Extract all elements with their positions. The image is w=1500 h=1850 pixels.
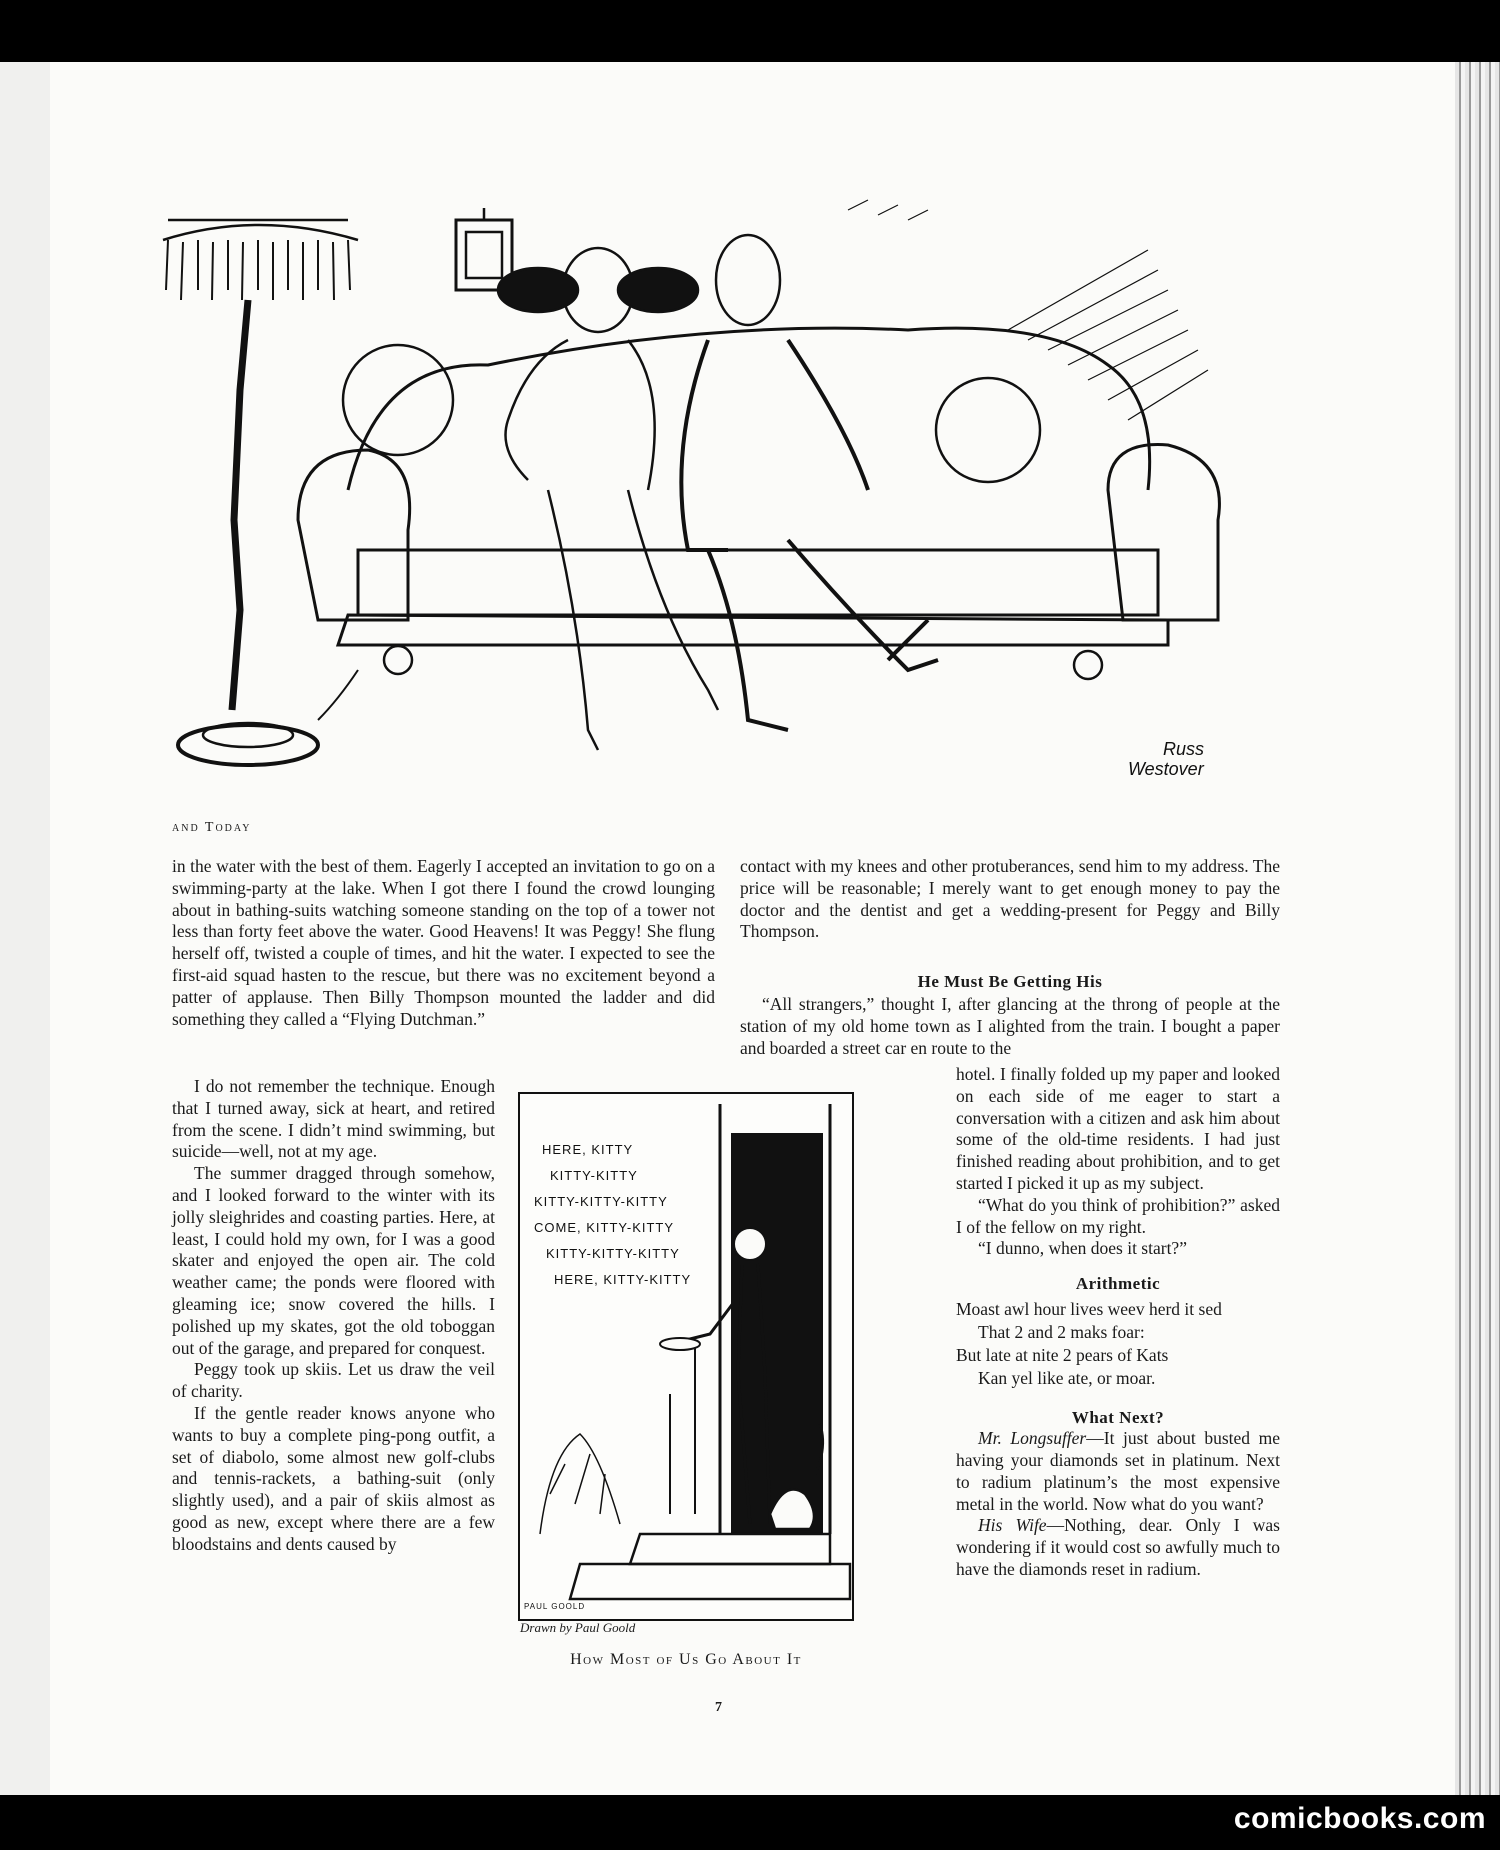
speech-line: HERE, KITTY-KITTY [554, 1272, 692, 1287]
col1-paragraph: Peggy took up skiis. Let us draw the veil of charity. [172, 1359, 495, 1402]
section-title: What Next? [1071, 1408, 1165, 1428]
speaker-name: His Wife [978, 1515, 1047, 1536]
section-paragraph: “I dunno, when does it start?” [978, 1238, 1187, 1259]
dialogue-text: —Nothing, dear. Only I was wondering if it would cost so awfully much to have the diamonds reset in radium. [956, 1515, 1280, 1579]
dialogue-text: —It just about busted me having your diamonds set in platinum. Next to radium platinum’s the most expensive metal in the world. Now what do you want? [956, 1428, 1280, 1514]
poem-line: Kan yel like ate, or moar. [978, 1368, 1156, 1389]
inset-drawing [520, 1094, 852, 1619]
col1-narrow [172, 1076, 495, 1556]
inset-cartoon [518, 1092, 854, 1621]
speech-line: KITTY-KITTY [550, 1168, 638, 1183]
section-title: Arithmetic [1075, 1274, 1161, 1294]
col1-paragraph: in the water with the best of them. Eagerly I accepted an invitation to go on a swimming-party at the lake. When I got there I found the crowd lounging about in bathing-suits watching someone standing on the top of a tower not less than forty feet above the water. Good Heavens! It was Peggy! She flung herself off, twisted a couple of times, and hit the water. I expected to see the first-aid squad hasten to the rescue, but there was no excitement beyond a patter of applause. Then Billy Thompson mounted the ladder and did something they called a “Flying Dutchman.” [172, 856, 715, 1029]
signature-russ: Russ [1163, 739, 1205, 759]
section-title: He Must Be Getting His [917, 972, 1103, 991]
section-paragraph: hotel. I finally folded up my paper and looked on each side of me eager to start a conversation with a citizen and ask him about some of the old-time residents. I had just finished reading about prohibition, and to get started I picked it up as my subject. [956, 1064, 1280, 1193]
speech-line: KITTY-KITTY-KITTY [534, 1194, 668, 1209]
col2-top [740, 856, 1280, 943]
artist-mark: PAUL GOOLD [524, 1602, 586, 1611]
left-page-edge [0, 62, 53, 1795]
col1-paragraph: If the gentle reader knows anyone who wants to buy a complete ping-pong outfit, a set of diabolo, some almost new golf-clubs and tennis-rackets, a bathing-suit (only slightly used), and a pair of skiis almost as good as new, except where there are a few bloodstains and dents caused by [172, 1402, 495, 1554]
poem [956, 1298, 1280, 1390]
drawing-credit: Drawn by Paul Goold [520, 1620, 636, 1635]
speech-line: COME, KITTY-KITTY [534, 1220, 675, 1235]
col1-top [172, 856, 715, 1030]
section-paragraph: “What do you think of prohibition?” asked I of the fellow on my right. [956, 1194, 1280, 1237]
page-stack-edge [1455, 62, 1500, 1795]
section-paragraph [956, 1428, 1280, 1515]
inset-caption: How Most of Us Go About It [570, 1651, 802, 1668]
poem-line: Moast awl hour lives weev herd it sed [956, 1299, 1222, 1320]
col2-paragraph: contact with my knees and other protuberances, send him to my address. The price will be reasonable; I merely want to get enough money to pay the doctor and the dentist and get a wedding-present for Peggy and Billy Thompson. [740, 856, 1280, 942]
main-cartoon [148, 190, 1283, 780]
col1-paragraph: I do not remember the technique. Enough that I turned away, sick at heart, and retired from the scene. I didn’t mind swimming, but suicide—well, not at my age. [172, 1076, 495, 1162]
poem-line: But late at nite 2 pears of Kats [956, 1345, 1169, 1366]
section-paragraph [956, 1515, 1280, 1580]
signature-westover: Westover [1128, 759, 1204, 779]
section-getting-his-cont [956, 1064, 1280, 1581]
speaker-name: Mr. Longsuffer [978, 1428, 1087, 1449]
poem-line: That 2 and 2 maks foar: [978, 1322, 1145, 1343]
page-number: 7 [715, 1700, 722, 1715]
section-paragraph: “All strangers,” thought I, after glancing at the throng of people at the station of my old home town as I alighted from the train. I bought a paper and boarded a street car en route to the [740, 994, 1280, 1058]
watermark: comicbooks.com [1233, 1802, 1486, 1835]
col1-paragraph: The summer dragged through somehow, and I looked forward to the winter with its jolly sleighrides and coasting parties. Here, at least, I could hold my own, for I was a good skater and enjoyed the open air. The cold weather came; the ponds were floored with gleaming ice; snow covered the hills. I polished up my skates, got the old toboggan out of the garage, and prepared for conquest. [172, 1163, 495, 1358]
section-getting-his [740, 972, 1280, 1059]
speech-line: KITTY-KITTY-KITTY [546, 1246, 680, 1261]
running-head: and Today [172, 820, 252, 835]
speech-line: HERE, KITTY [542, 1142, 634, 1157]
